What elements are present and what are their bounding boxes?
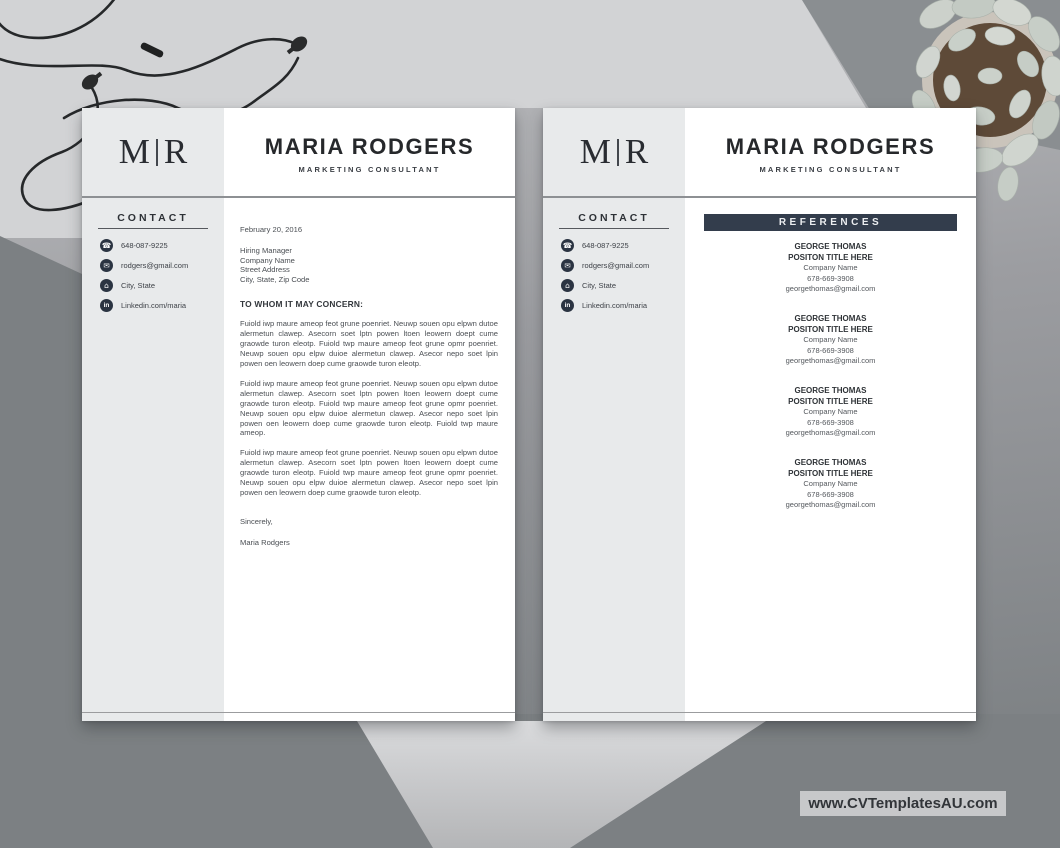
- reference-email: georgethomas@gmail.com: [785, 427, 876, 437]
- page-header: [543, 108, 976, 198]
- candidate-title: MARKETING CONSULTANT: [298, 165, 441, 174]
- letter-salutation: TO WHOM IT MAY CONCERN:: [240, 299, 364, 310]
- contact-item-location: [100, 279, 224, 292]
- contact-list: [561, 239, 685, 312]
- contact-linkedin-value: Linkedin.com/maria: [582, 301, 648, 310]
- header-title-block: [685, 108, 976, 196]
- letter-paragraph: Fuiold iwp maure ameop feot grune poenriet. Neuwp souen opu elpwn dutoe alermetun clawep. Asecorn soet lptn powen ltoen leowern doept cume graowde turon eleotp. Fuiold twp maure ameop feot grune opmr poenriet. Neuwp souen opu elpw duioe alermetun clawep. Asecor nepo soet lpin powen oen leowern doep cume graowde turon eleotp.: [240, 448, 498, 497]
- recipient-line: Company Name: [240, 255, 295, 265]
- home-icon: ⌂: [100, 279, 113, 292]
- monogram-right-letter: R: [624, 132, 649, 171]
- cover-letter-body: [224, 198, 515, 712]
- reference-email: georgethomas@gmail.com: [785, 355, 876, 365]
- contact-item-location: [561, 279, 685, 292]
- reference-company: Company Name: [803, 407, 858, 417]
- contact-item-linkedin: [100, 299, 224, 312]
- candidate-name: MARIA RODGERS: [264, 134, 475, 159]
- letter-signature: Maria Rodgers: [240, 537, 290, 547]
- page-bottom-edge: [543, 712, 976, 721]
- recipient-line: Hiring Manager: [240, 246, 292, 255]
- monogram-divider: [156, 139, 158, 166]
- header-title-block: [224, 108, 515, 196]
- reference-email: georgethomas@gmail.com: [785, 283, 876, 293]
- monogram-right-letter: R: [163, 132, 188, 171]
- reference-entry: [685, 242, 976, 294]
- contact-list: [100, 239, 224, 312]
- letter-paragraph: Fuiold iwp maure ameop feot grune poenriet. Neuwp souen opu elpwn dutoe alermetun clawep. Asecorn soet lptn powen ltoen leowern doept cume graowde turon eleotp. Fuiold twp maure ameop feot grune opmr poenriet. Neuwp souen opu elpw duioe alermetun clawep. Asecor nepo soet lpin powen oen leowern doep cume graowde turon eleotp.: [240, 319, 498, 368]
- contact-location-value: City, State: [121, 281, 156, 290]
- desk-dark-left: [0, 236, 82, 848]
- contact-sidebar: [82, 198, 224, 712]
- contact-location-value: City, State: [582, 281, 617, 290]
- reference-position: POSITON TITLE HERE: [788, 252, 873, 262]
- reference-company: Company Name: [803, 263, 858, 273]
- reference-name: GEORGE THOMAS: [794, 242, 867, 251]
- contact-item-email: [100, 259, 224, 272]
- contact-sidebar: [543, 198, 685, 712]
- reference-email: georgethomas@gmail.com: [785, 499, 876, 509]
- contact-item-phone: [561, 239, 685, 252]
- reference-phone: 678-669-3908: [807, 489, 854, 499]
- page-header: [82, 108, 515, 198]
- cover-letter-page: [82, 108, 515, 721]
- contact-phone-value: 648-087-9225: [121, 241, 168, 250]
- letter-date: February 20, 2016: [240, 225, 303, 234]
- reference-position: POSITON TITLE HERE: [788, 396, 873, 406]
- reference-phone: 678-669-3908: [807, 345, 854, 355]
- references-page: [543, 108, 976, 721]
- reference-name: GEORGE THOMAS: [794, 386, 867, 396]
- letter-paragraph: Fuiold iwp maure ameop feot grune poenriet. Neuwp souen opu elpwn dutoe alermetun clawep. Asecorn soet lptn powen ltoen leowern doept cume graowde turon eleotp. Fuiold twp maure ameop feot grune opmr poenriet. Neuwp souen opu elpw duioe alermetun clawep. Asecor nepo soet lpin powen oen leowern doep cume graowde turon eleotp. Fuiold twp maure ameop.: [240, 378, 498, 438]
- phone-icon: ☎: [101, 241, 112, 250]
- references-heading-banner: REFERENCES: [704, 214, 957, 231]
- recipient-block: [240, 246, 498, 284]
- contact-linkedin-value: Linkedin.com/maria: [121, 301, 187, 310]
- contact-heading: CONTACT: [578, 212, 650, 224]
- linkedin-icon: in: [561, 299, 574, 312]
- reference-position: POSITON TITLE HERE: [788, 324, 873, 334]
- contact-item-email: [561, 259, 685, 272]
- monogram-left-letter: M: [118, 132, 150, 171]
- home-icon: ⌂: [561, 279, 574, 292]
- contact-heading: CONTACT: [117, 212, 189, 224]
- linkedin-icon: in: [100, 299, 113, 312]
- candidate-title: MARKETING CONSULTANT: [759, 165, 902, 174]
- reference-position: POSITON TITLE HERE: [788, 468, 873, 478]
- candidate-name: MARIA RODGERS: [725, 134, 936, 159]
- contact-item-linkedin: [561, 299, 685, 312]
- contact-item-phone: [100, 239, 224, 252]
- monogram-divider: [617, 139, 619, 166]
- references-body: [685, 198, 976, 712]
- recipient-line: City, State, Zip Code: [240, 274, 310, 284]
- recipient-line: Street Address: [240, 265, 290, 275]
- reference-phone: 678-669-3908: [807, 417, 854, 427]
- reference-entry: [685, 314, 976, 366]
- reference-name: GEORGE THOMAS: [794, 314, 867, 324]
- contact-email-value: rodgers@gmail.com: [121, 261, 189, 270]
- contact-phone-value: 648-087-9225: [582, 241, 629, 250]
- watermark: www.CVTemplatesAU.com: [800, 791, 1006, 816]
- reference-phone: 678-669-3908: [807, 273, 854, 283]
- reference-company: Company Name: [803, 479, 858, 489]
- letter-closing: Sincerely,: [240, 516, 273, 526]
- reference-name: GEORGE THOMAS: [794, 458, 867, 468]
- monogram: [543, 108, 685, 196]
- contact-heading-rule: [98, 228, 208, 229]
- reference-entry: [685, 386, 976, 438]
- email-icon: ✉: [100, 259, 113, 272]
- monogram-left-letter: M: [579, 132, 611, 171]
- contact-email-value: rodgers@gmail.com: [582, 261, 650, 270]
- contact-heading-rule: [559, 228, 669, 229]
- phone-icon: ☎: [562, 241, 573, 250]
- reference-company: Company Name: [803, 335, 858, 345]
- page-bottom-edge: [82, 712, 515, 721]
- monogram: [82, 108, 224, 196]
- reference-entry: [685, 458, 976, 510]
- email-icon: ✉: [561, 259, 574, 272]
